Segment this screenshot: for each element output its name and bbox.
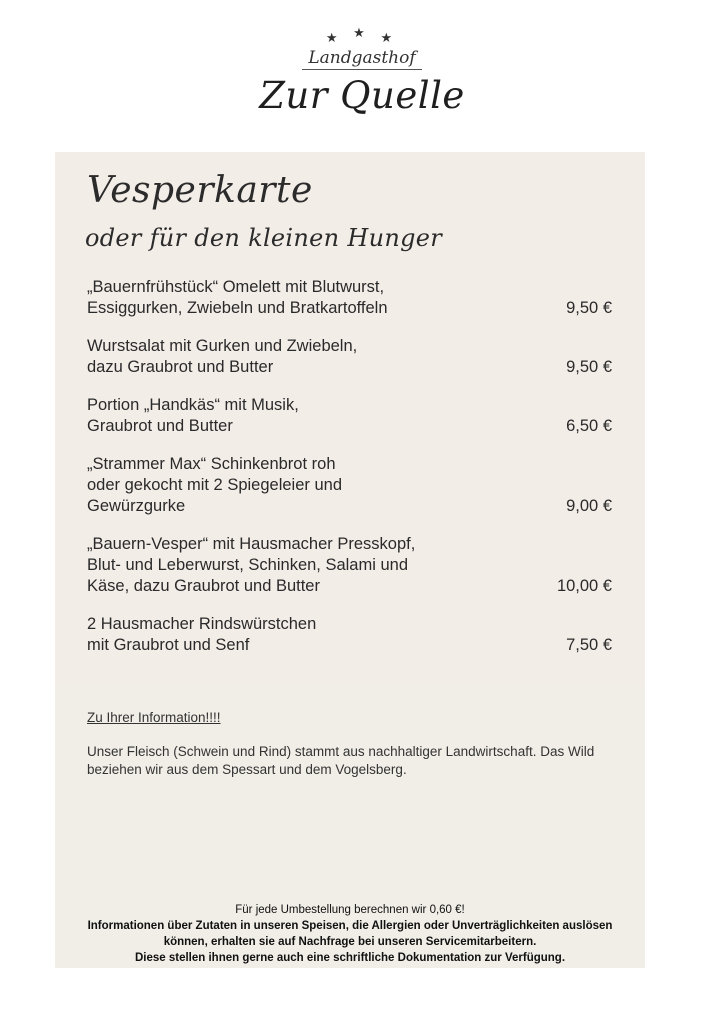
restaurant-logo [0, 25, 724, 117]
footer-line: Diese stellen ihnen gerne auch eine schriftliche Dokumentation zur Verfügung. [134, 952, 566, 964]
menu-item-description: Wurstsalat mit Gurken und Zwiebeln, dazu Graubrot und Butter [87, 337, 358, 376]
star-icon: ★ [353, 25, 371, 40]
restaurant-name: Zur Quelle [259, 74, 465, 117]
info-heading: Zu Ihrer Information!!!! [87, 710, 221, 725]
menu-item-price: 9,50 € [566, 358, 612, 376]
menu-title: Vesperkarte [87, 170, 313, 211]
star-icon: ★ [325, 30, 344, 45]
menu-item-price: 10,00 € [556, 577, 612, 595]
menu-item [87, 336, 617, 378]
footer-line: Für jede Umbestellung berechnen wir 0,60 €! [235, 904, 465, 916]
menu-item-price: 6,50 € [566, 417, 612, 435]
menu-card [55, 152, 645, 968]
menu-item-price: 9,00 € [566, 497, 612, 515]
menu-item-description: „Strammer Max“ Schinkenbrot roh oder gekocht mit 2 Spiegeleier und Gewürzgurke [87, 455, 342, 515]
menu-list [87, 277, 617, 673]
menu-item [87, 454, 617, 517]
footer-line: können, erhalten sie auf Nachfrage bei unseren Servicemitarbeitern. [163, 936, 537, 948]
menu-item-price: 7,50 € [566, 636, 612, 654]
star-icon: ★ [380, 30, 399, 45]
menu-item-description: „Bauern-Vesper“ mit Hausmacher Presskopf, Blut- und Leberwurst, Schinken, Salami und Käse, dazu Graubrot und Butter [87, 535, 416, 595]
logo-subtitle: Landgasthof [302, 48, 421, 70]
menu-item-price: 9,50 € [566, 299, 612, 317]
menu-item-description: Portion „Handkäs“ mit Musik, Graubrot und Butter [87, 396, 299, 435]
menu-item [87, 534, 617, 597]
footer-line: Informationen über Zutaten in unseren Speisen, die Allergien oder Unverträglichkeiten auslösen [87, 920, 613, 932]
rating-stars [0, 25, 724, 46]
menu-item-description: „Bauernfrühstück“ Omelett mit Blutwurst, Essiggurken, Zwiebeln und Bratkartoffeln [87, 278, 388, 317]
info-text: Unser Fleisch (Schwein und Rind) stammt aus nachhaltiger Landwirtschaft. Das Wild beziehen wir aus dem Spessart und dem Vogelsberg. [87, 744, 595, 777]
footer-notice [55, 902, 645, 966]
menu-item [87, 395, 617, 437]
menu-item [87, 614, 617, 656]
menu-item [87, 277, 617, 319]
menu-subtitle: oder für den kleinen Hunger [85, 224, 443, 252]
menu-item-description: 2 Hausmacher Rindswürstchen mit Graubrot und Senf [87, 615, 317, 654]
